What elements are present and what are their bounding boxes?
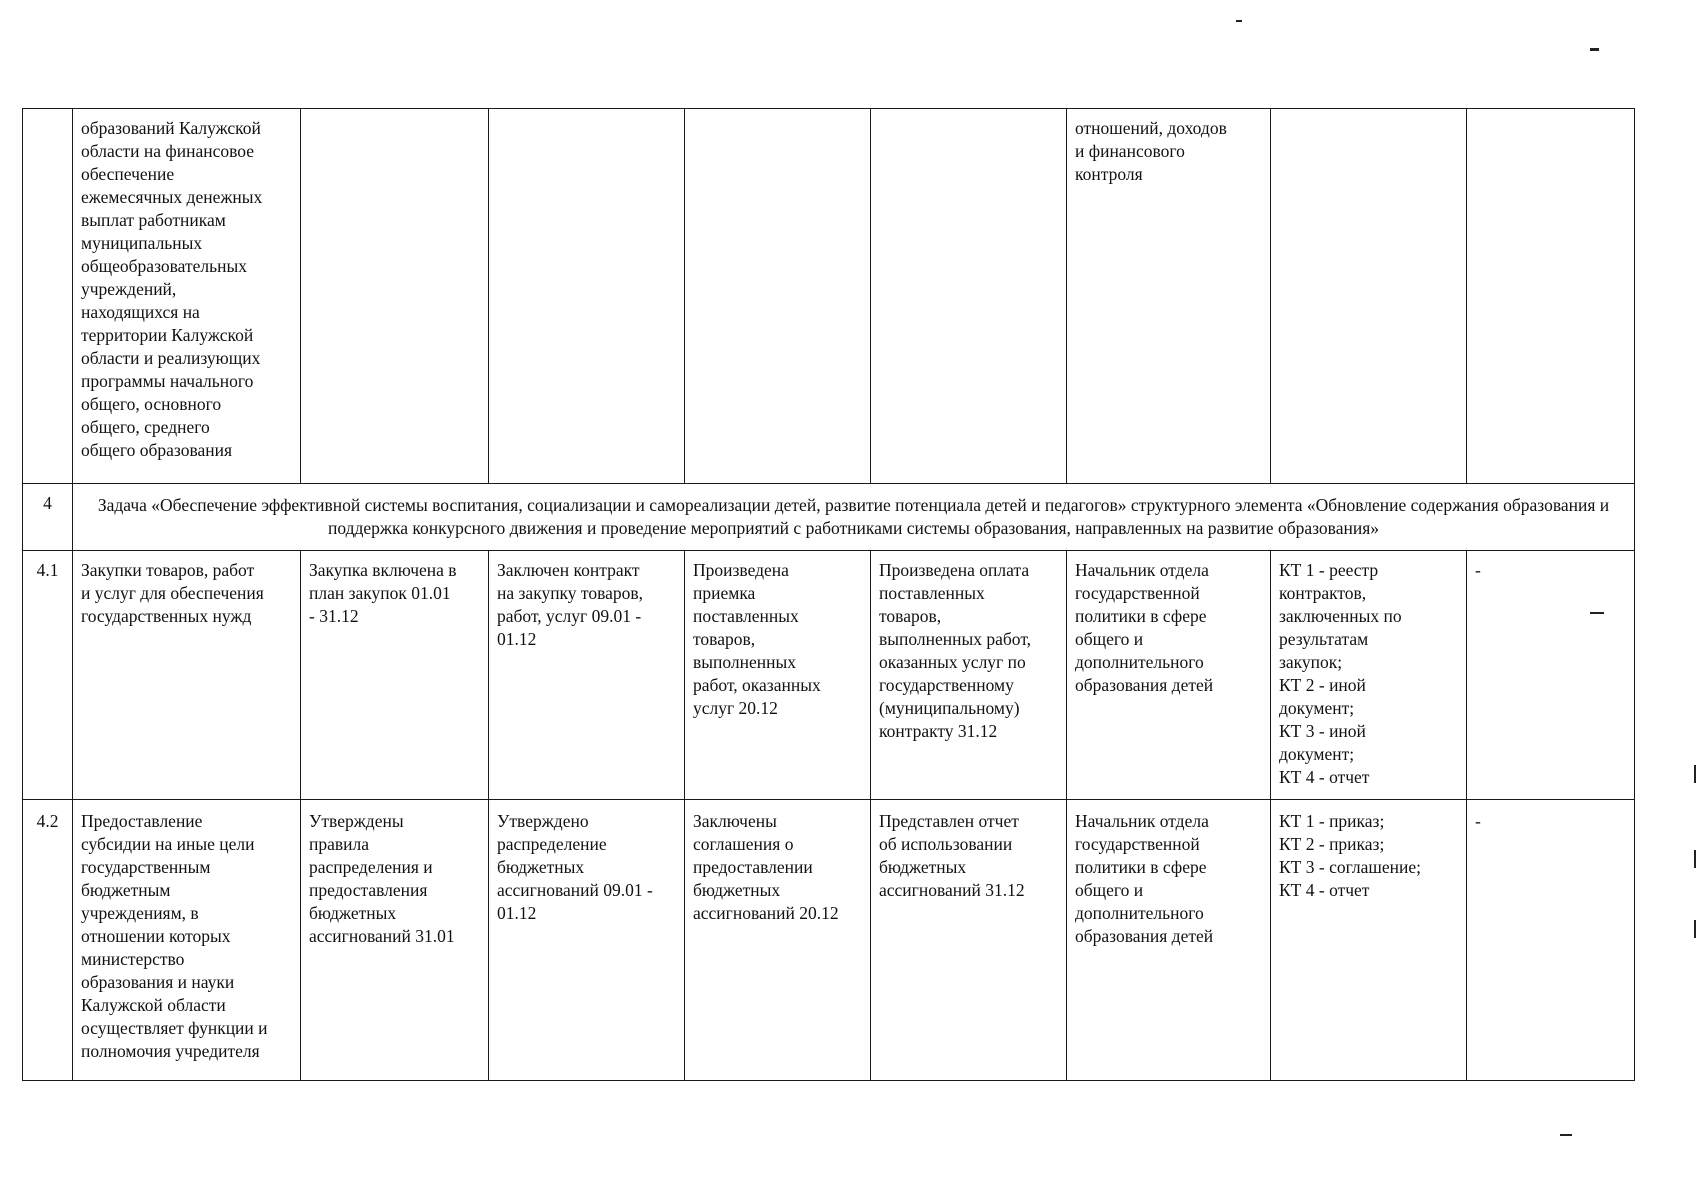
scan-artifact [1694,850,1696,868]
row-number [23,109,73,484]
checkpoint-3-cell [685,109,871,484]
event-name-cell: Предоставление субсидии на иные цели государственным бюджетным учреждениям, в отношении которых министерство образования и науки Калужской области осуществляет функции и полномочия учредителя [73,800,301,1081]
extra-cell: - [1467,551,1635,800]
checkpoint-4-cell: Представлен отчет об использовании бюджетных ассигнований 31.12 [871,800,1067,1081]
table-row [23,551,1635,800]
extra-cell: - [1467,800,1635,1081]
checkpoint-3-cell: Произведена приемка поставленных товаров, выполненных работ, оказанных услуг 20.12 [685,551,871,800]
responsible-cell: Начальник отдела государственной политики в сфере общего и дополнительного образования детей [1067,551,1271,800]
scan-artifact [1236,20,1242,22]
checkpoint-1-cell: Утверждены правила распределения и предоставления бюджетных ассигнований 31.01 [301,800,489,1081]
checkpoint-4-cell [871,109,1067,484]
task-description: Задача «Обеспечение эффективной системы воспитания, социализации и самореализации детей, развитие потенциала детей и педагогов» структурного элемента «Обновление содержания образования и поддержка конкурсного движения и проведение мероприятий с работниками системы образования, направленных на развитие образования» [73,484,1635,551]
checkpoint-2-cell [489,109,685,484]
checkpoint-1-cell: Закупка включена в план закупок 01.01 - 31.12 [301,551,489,800]
responsible-cell: Начальник отдела государственной политики в сфере общего и дополнительного образования детей [1067,800,1271,1081]
scan-artifact [1694,920,1696,938]
table-row [23,800,1635,1081]
extra-cell [1467,109,1635,484]
checkpoint-1-cell [301,109,489,484]
scan-artifact [1590,612,1604,614]
event-name-cell: образований Калужской области на финансовое обеспечение ежемесячных денежных выплат работникам муниципальных общеобразовательных учреждений, находящихся на территории Калужской области и реализующих программы начального общего, основного общего, среднего общего образования [73,109,301,484]
scan-artifact [1590,48,1599,51]
task-number: 4 [23,484,73,551]
responsible-cell: отношений, доходов и финансового контроля [1067,109,1271,484]
documents-cell: КТ 1 - реестр контрактов, заключенных по результатам закупок; КТ 2 - иной документ; КТ 3 - иной документ; КТ 4 - отчет [1271,551,1467,800]
scan-artifact [1560,1134,1572,1136]
checkpoint-2-cell: Заключен контракт на закупку товаров, работ, услуг 09.01 - 01.12 [489,551,685,800]
plan-table [22,108,1635,1081]
checkpoint-2-cell: Утверждено распределение бюджетных ассигнований 09.01 - 01.12 [489,800,685,1081]
table-row [23,109,1635,484]
row-number: 4.2 [23,800,73,1081]
event-name-cell: Закупки товаров, работ и услуг для обеспечения государственных нужд [73,551,301,800]
documents-cell: КТ 1 - приказ; КТ 2 - приказ; КТ 3 - соглашение; КТ 4 - отчет [1271,800,1467,1081]
documents-cell [1271,109,1467,484]
task-row [23,484,1635,551]
scan-artifact [1694,765,1696,783]
checkpoint-4-cell: Произведена оплата поставленных товаров, выполненных работ, оказанных услуг по государственному (муниципальному) контракту 31.12 [871,551,1067,800]
checkpoint-3-cell: Заключены соглашения о предоставлении бюджетных ассигнований 20.12 [685,800,871,1081]
row-number: 4.1 [23,551,73,800]
